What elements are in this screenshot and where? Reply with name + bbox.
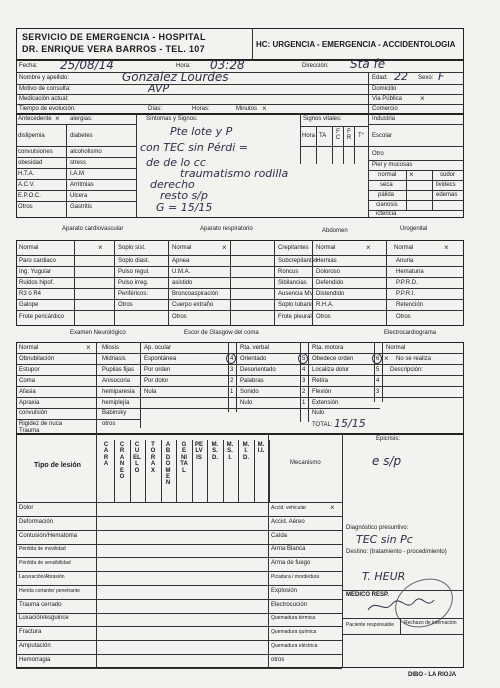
uro-pprd: P.P.R.D. (396, 280, 418, 286)
lesion-row-label: Contusión/Hematoma (19, 533, 78, 539)
vscore-3: 3 (302, 378, 306, 384)
lesion-row-divider (16, 599, 268, 600)
glasgow-motora-5: Extensión (312, 400, 339, 406)
sintomas-line4: traumatismo rodilla (180, 167, 289, 180)
mecanismo-row-label: Quemadura eléctrica (271, 643, 318, 649)
abdomen-rha: R.H.A. (316, 302, 334, 308)
piel-normal-check: × (409, 170, 414, 179)
cardio-normal-check: × (98, 243, 103, 252)
ocular-circle (226, 353, 236, 364)
resp-crepitantes: Crepitantes (278, 245, 309, 251)
mscore-5: 5 (376, 367, 380, 373)
body-col-divider (130, 440, 131, 502)
glasgow-ocular-3: Por dolor (144, 378, 169, 384)
glasgow-motora-title: Rta. motora (312, 345, 344, 351)
neuro-pupilas-fijas: Pupilas fijas (102, 367, 135, 373)
lesion-row-divider (16, 626, 268, 627)
mecanismo-row-divider (268, 571, 342, 572)
mecanismo-row-label: Explosión (271, 588, 298, 594)
piel-lividecs: lividecs (436, 182, 456, 188)
resp-apnea: Apnea (172, 258, 190, 264)
glasgow-motora-6: Nulo (312, 410, 325, 416)
body-col-header: CARA (103, 442, 109, 468)
body-col-header: CRANEO (119, 442, 125, 481)
cardio-title: Aparato cardiovascular (62, 226, 124, 232)
sexo-label: Sexo: (418, 75, 434, 81)
mecanismo-row-divider (268, 626, 342, 627)
mecanismo-row-label: Accid. vehicular (271, 505, 307, 511)
mecanismo-row-divider (268, 654, 342, 655)
glasgow-ocular-title: Ap. ocular (144, 345, 172, 351)
score-4: 4 (230, 356, 234, 362)
antecedente-otros: Otros (18, 204, 33, 210)
ecg-descripcion: Descripción: (390, 367, 424, 373)
neuro-obnubilacion: Obnubilación (19, 356, 55, 362)
antecedente-acv: A.C.V. (18, 182, 35, 188)
cardio-galope: Galope (19, 302, 39, 308)
mecanismo-row-divider (268, 530, 342, 531)
cardio-perifericos: Periféricos: (118, 291, 149, 297)
minutos-label: Minutos (236, 106, 258, 112)
dias-label: Días: (148, 106, 163, 112)
cardio-soplo-sist: Soplo sist. (118, 245, 146, 251)
neuro-convulsion: convulsión (19, 410, 48, 416)
cardio-soplo-diast: Soplo diast. (118, 258, 150, 264)
sintomas-line6: resto s/p (160, 189, 208, 202)
signos-t: T° (358, 133, 365, 139)
cardio-ing-yugular: Ing. Yugular (19, 269, 51, 275)
via-publica-check: × (420, 94, 425, 103)
abdomen-normal: Normal (316, 245, 336, 251)
glasgow-verbal-2: Desorientado (240, 367, 276, 373)
antecedente-epoc: E.P.O.C. (18, 193, 41, 199)
piel-seca: seca (380, 182, 393, 188)
sintomas-line7: G = 15/15 (156, 201, 213, 214)
abdomen-title: Abdomen (322, 228, 348, 234)
body-col-header: M.S.I. (226, 442, 234, 461)
antecedentes-title: Antecedente (18, 116, 52, 122)
ecg-title: Electrocardiograma (384, 330, 437, 336)
mecanismo-row-divider (268, 516, 342, 517)
abdomen-hernias: Hernias (316, 258, 337, 264)
neuro-coma: Coma (19, 378, 36, 384)
signos-title: Signos vitales: (303, 116, 342, 122)
lesion-row-divider (16, 640, 268, 641)
signos-hora: Hora (302, 133, 316, 139)
resp-cuerpo-extrano: Cuerpo extraño (172, 302, 214, 308)
score-1: 1 (230, 389, 234, 395)
glasgow-ocular-4: Nula (144, 389, 157, 395)
mecanismo-row-label: Quemadura térmica (271, 615, 316, 621)
urogenital-title: Urogenital (400, 226, 428, 232)
industria-label: Industria (372, 116, 396, 122)
neuro-hemiplejia: hemiplejía (102, 400, 130, 406)
glasgow-verbal-title: Rta. verbal (240, 345, 270, 351)
sintomas-line2: con TEC sin Pérdi = (140, 141, 249, 154)
glasgow-total-label: TOTAL: (312, 422, 333, 428)
resp-sibilancias: Sibilancias (278, 280, 307, 286)
neuro-miosis: Miosis (102, 345, 120, 351)
mecanismo-row-label: Picadura / mordedura (271, 574, 320, 580)
resp-soplo-tubario: Soplo tubario (278, 302, 314, 308)
escolar-label: Escolar (372, 133, 393, 139)
cardio-otros: Otros (118, 302, 133, 308)
resp-frote-pleural: Frote pleural (278, 314, 312, 320)
mecanismo-row-label: Caída (271, 533, 288, 539)
antecedente-stress: stress (70, 160, 87, 166)
piel-title: Piel y mucosas (372, 162, 413, 168)
glasgow-ocular-1: Espontánea (144, 356, 177, 362)
destino-value: T. HEUR (362, 570, 406, 583)
mecanismo-row-divider (268, 668, 342, 669)
sexo-value: F (438, 70, 445, 83)
antecedente-dislipemia: dislipemia (18, 133, 45, 139)
body-col-divider (114, 440, 115, 502)
mecanismo-row-divider (268, 585, 342, 586)
body-col-divider (238, 440, 239, 502)
mecanismo-row-divider (268, 613, 342, 614)
piel-normal: normal (378, 172, 397, 178)
fecha-label: Fecha: (19, 63, 38, 69)
tipo-lesion-title: Tipo de lesión (34, 462, 81, 469)
neuro-afasia: Afasia (19, 389, 36, 395)
cardio-pulso-regul: Pulso regul. (118, 269, 150, 275)
body-col-divider (223, 440, 224, 502)
epicrisis-value: e s/p (372, 454, 402, 468)
lesion-row-divider (16, 585, 268, 586)
uro-hematuria: Hematuria (396, 269, 424, 275)
piel-edemas: edemas (436, 192, 458, 198)
neuro-estupor: Estupor (19, 367, 40, 373)
neuro-midriasis: Midriasis (102, 356, 126, 362)
body-col-header: M.I.D. (242, 442, 250, 461)
motivo-label: Motivo de consulta: (19, 86, 71, 92)
neuro-title: Examen Neurológico (70, 330, 126, 336)
resp-ausencia-mv: Ausencia MV (278, 291, 314, 297)
ecg-no-realiza: No se realiza (396, 356, 432, 362)
paciente-label: Paciente responsable (346, 622, 395, 628)
minutos-check: × (262, 104, 267, 113)
motivo-value: AVP (148, 82, 170, 95)
mecanismo-row-divider (268, 640, 342, 641)
mscore-4: 4 (376, 378, 380, 384)
resp-normal: Normal (172, 245, 192, 251)
neuro-normal-check: × (86, 343, 91, 352)
tiempo-label: Tiempo de evolución: (19, 106, 76, 112)
hora-value: 03:28 (210, 58, 245, 72)
body-col-divider (254, 440, 255, 502)
lesion-row-divider (16, 654, 268, 655)
body-col-divider (269, 440, 270, 502)
glasgow-motora-3: Retira (312, 378, 329, 384)
nombre-value: Gonzalez Lourdes (122, 70, 229, 84)
glasgow-verbal-4: Sonido (240, 389, 259, 395)
glasgow-total-value: 15/15 (334, 417, 366, 430)
antecedente-gastritis: Gastritis (70, 204, 93, 210)
lesion-row-label: Pérdida de movilidad (19, 546, 66, 552)
lesion-row-label: Luxación/esguince (19, 615, 69, 621)
domicilio-label: Domicilio (372, 86, 397, 92)
piel-palida: pálida (378, 192, 395, 198)
glasgow-verbal-3: Palabras (240, 378, 264, 384)
antecedente-iam: I.A.M (70, 171, 85, 177)
mecanismo-row-label: Quemadura química (271, 629, 317, 635)
uro-otros: Otros (396, 314, 411, 320)
horas-label: Horas: (192, 106, 210, 112)
sintomas-line3: de de lo cc (146, 156, 206, 169)
neuro-anisocoria: Anisocoria (102, 378, 131, 384)
body-col-header: GENITAL (180, 442, 188, 474)
antecedente-obesidad: obesidad (18, 160, 43, 166)
body-col-divider (207, 440, 208, 502)
lesion-row-label: Pérdida de sensibilidad (19, 560, 71, 566)
lesion-row-label: Fractura (19, 629, 42, 635)
antecedente-hta: H.T.A. (18, 171, 35, 177)
piel-cianosis: cianosis (376, 202, 398, 208)
nombre-label: Nombre y apellido: (19, 75, 70, 81)
diagnostico-value: TEC sin Pc (356, 533, 413, 546)
sintomas-title: Síntomas y Signos: (146, 116, 198, 122)
fecha-value: 25/08/14 (60, 58, 114, 72)
lesion-row-divider (16, 530, 268, 531)
resp-title: Aparato respiratorio (200, 226, 253, 232)
antecedente-convulsiones: convulsiones (18, 149, 53, 155)
mecanismo-row-divider (268, 544, 342, 545)
score-2: 2 (230, 378, 234, 384)
abdomen-normal-check: × (366, 243, 371, 252)
alergias-label: alergias: (70, 116, 93, 122)
lesion-row-divider (16, 613, 268, 614)
lesion-row-divider (16, 571, 268, 572)
cardio-pulso-irreg: Pulso irreg. (118, 280, 149, 286)
signos-fr: F R (346, 129, 352, 141)
cardio-paro: Paro cardiaco (19, 258, 57, 264)
diagnostico-label: Diagnóstico presuntivo: (346, 525, 409, 531)
mecanismo-title: Mecanismo (290, 460, 321, 466)
lesion-row-divider (16, 516, 268, 517)
abdomen-defendido: Defendido (316, 280, 344, 286)
ecg-normal: Normal (386, 345, 406, 351)
mscore-6: 6 (376, 356, 380, 362)
body-col-header: ABDOMEN (165, 442, 171, 487)
mscore-3: 3 (376, 389, 380, 395)
lesion-row-label: Amputación (19, 643, 51, 649)
lesion-row-label: Laceración/Abrasión (19, 574, 65, 580)
neuro-otros: otros (102, 421, 116, 427)
verbal-circle (298, 353, 308, 364)
neuro-hemiparesia: hemiparesia (102, 389, 135, 395)
resp-normal-check: × (222, 243, 227, 252)
body-col-header: PELVIS (195, 442, 204, 461)
body-col-header: M.I.I. (257, 442, 265, 455)
edad-label: Edad: (372, 75, 388, 81)
body-col-divider (192, 440, 193, 502)
piel-ictericia: ictericia (376, 211, 397, 217)
direccion-value: Sta fe (350, 57, 386, 71)
footer-label: DIBO - LA RIOJA (408, 672, 457, 678)
cardio-normal: Normal (19, 245, 39, 251)
lesion-row-label: Deformación (19, 519, 54, 525)
mecanismo-row-label: Arma de fuego (271, 560, 311, 566)
resp-otros: Otros (172, 314, 187, 320)
lesion-row-divider (16, 544, 268, 545)
body-col-divider (176, 440, 177, 502)
cardio-ruidos: Ruidos hipof. (19, 280, 55, 286)
abdomen-otros: Otros (316, 314, 331, 320)
mecanismo-row-label: Accid. Aéreo (271, 519, 305, 525)
resp-uma: U.M.A. (172, 269, 191, 275)
antecedentes-check: × (55, 114, 60, 123)
sintomas-line1: Pte lote y P (170, 125, 233, 138)
signature-scribble (366, 596, 436, 616)
uro-anuria: Anuria (396, 258, 414, 264)
glasgow-verbal-1: Orientado (240, 356, 267, 362)
abdomen-distendido: Distendido (316, 291, 345, 297)
mecanismo-row-divider (268, 599, 342, 600)
cardio-r3r4: R3 ó R4 (19, 291, 42, 297)
neuro-babinsky: Babinsky (102, 410, 127, 416)
antecedente-arritmias: Arritmias (70, 182, 94, 188)
glasgow-motora-2: Localiza dolor (312, 367, 350, 373)
glasgow-motora-1: Obedece orden (312, 356, 354, 362)
body-col-header: TORAX (150, 442, 156, 474)
neuro-rigidez: Rigidez de nuca (19, 421, 63, 427)
resp-asistido: asistido (172, 280, 193, 286)
comercio-label: Comercio (372, 106, 398, 112)
uro-normal-check: × (444, 243, 449, 252)
uro-ppri: P.P.R.I. (396, 291, 416, 297)
body-col-divider (161, 440, 162, 502)
medicacion-label: Medicación actual: (19, 96, 69, 102)
mecanismo-row-divider (268, 557, 342, 558)
lesion-row-label: Dolor (19, 505, 34, 511)
score-3: 3 (230, 367, 234, 373)
antecedente-ulcera: Ulcera (70, 193, 88, 199)
motora-circle (372, 353, 382, 364)
resp-roncus: Roncus (278, 269, 299, 275)
piel-sudor: sudor (440, 172, 456, 178)
body-col-header: CUELLO (133, 442, 141, 474)
hospital-name-line1: SERVICIO DE EMERGENCIA - HOSPITAL (22, 32, 206, 42)
mecanismo-row-label: otros (271, 657, 285, 663)
vscore-1: 1 (302, 400, 306, 406)
signos-fc: F C (335, 129, 341, 141)
resp-broncoaspiracion: Broncoaspiración (172, 291, 219, 297)
neuro-trauma: Trauma (19, 428, 40, 434)
ecg-no-realiza-check: × (384, 354, 389, 363)
glasgow-ocular-2: Por orden (144, 367, 171, 373)
vscore-4: 4 (302, 367, 306, 373)
mecanismo-row-label: Arma Blanca (271, 546, 306, 552)
hc-title: HC: URGENCIA - EMERGENCIA - ACCIDENTOLOGIA (256, 40, 456, 49)
cardio-frote: Frote pericárdico (19, 314, 65, 320)
lesion-row-divider (16, 668, 268, 669)
vscore-5: 5 (302, 356, 306, 362)
resp-subcrepitantes: Subcrepitantes (278, 258, 319, 264)
antecedente-alcoholismo: alcoholismo (70, 149, 102, 155)
edad-value: 22 (394, 70, 408, 83)
body-col-header: M.S.D. (211, 442, 219, 461)
destino-label: Destino: (tratamiento - procedimiento) (346, 549, 447, 555)
direccion-label: Dirección: (302, 63, 329, 69)
signos-ta: TA (319, 133, 327, 139)
hospital-name-line2: DR. ENRIQUE VERA BARROS - TEL. 107 (22, 44, 205, 54)
lesion-row-divider (16, 557, 268, 558)
glasgow-title: Escor de Glasgow del coma (184, 330, 259, 336)
lesion-row-label: Trauma cerrado (19, 602, 62, 608)
otro-label: Otro (372, 151, 384, 157)
medico-label: MEDICO RESP. (346, 592, 389, 598)
hora-label: Hora: (176, 63, 191, 69)
rechazo-label: Rechazo de internación (404, 620, 457, 626)
abdomen-doloroso: Doloroso (316, 269, 341, 275)
lesion-row-label: Hemorragia (19, 657, 51, 663)
body-col-divider (145, 440, 146, 502)
glasgow-verbal-5: Nulo (240, 400, 253, 406)
epicrisis-title: Epicrisis: (376, 436, 401, 442)
accid-vehicular-check: × (330, 503, 335, 512)
lesion-row-label: Herida cortante/ penetrante (19, 588, 80, 594)
vscore-2: 2 (302, 389, 306, 395)
uro-normal: Normal (394, 245, 414, 251)
glasgow-motora-4: Flexión (312, 389, 332, 395)
antecedente-diabetes: diabetes (70, 133, 93, 139)
sintomas-line5: derecho (150, 178, 195, 191)
mecanismo-row-label: Electrocución (271, 602, 308, 608)
neuro-apraxia: Apraxia (19, 400, 40, 406)
neuro-normal: Normal (19, 345, 39, 351)
via-publica-label: Via Pública (372, 96, 402, 102)
uro-retencion: Retención (396, 302, 424, 308)
